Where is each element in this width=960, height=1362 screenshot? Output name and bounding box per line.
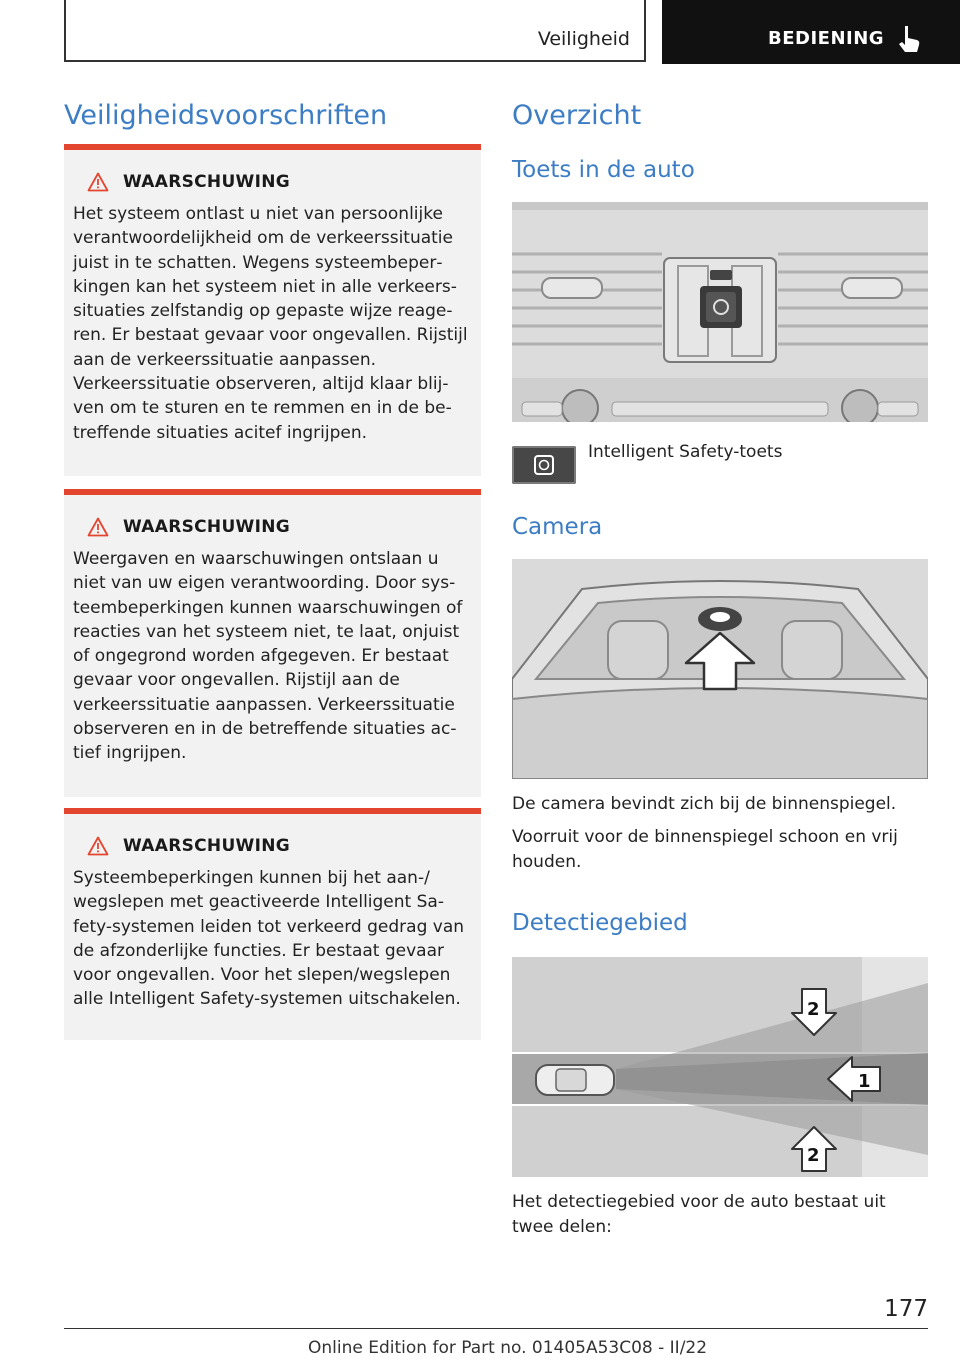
header-section-label: Veiligheid [537,28,630,50]
button-caption: Intelligent Safety-toets [588,442,783,462]
footer-divider [64,1328,928,1329]
detection-label-2-bottom: 2 [807,1145,820,1166]
dashboard-button-figure [512,202,928,422]
warning-box-1 [64,144,481,476]
warning-label: WAARSCHUWING [123,172,291,192]
camera-figure [512,559,928,779]
warning-box-2 [64,489,481,797]
intelligent-safety-button-icon [512,446,576,484]
hand-pointer-icon [896,24,922,54]
camera-heading: Camera [512,514,603,540]
warning-text: Weergaven en waarschuwingen ontslaan u niet van uw eigen verantwoording. Door systeembeperkingen kunnen waarschuwingen of reacties van het systeem niet, te laat, onjuist of ongegrond worden afgegeven. Er bestaat gevaar voor ongevallen. Rijstijl aan de verkeerssituatie aanpassen. Verkeerssituatie observeren en in de betreffende situaties actief ingrijpen. [73,549,463,764]
detection-area-heading: Detectiegebied [512,910,688,936]
safety-rules-heading: Veiligheidsvoorschriften [64,100,388,131]
warning-triangle-icon [87,836,109,856]
warning-box-3 [64,808,481,1040]
warning-label: WAARSCHUWING [123,517,291,537]
header-section-tab [64,0,646,62]
button-in-car-heading: Toets in de auto [512,157,695,183]
detection-label-2-top: 2 [807,999,820,1020]
detection-area-figure [512,957,928,1177]
header-chapter-label: BEDIENING [768,28,885,49]
warning-triangle-icon [87,172,109,192]
warning-text: Het systeem ontlast u niet van persoonlijke verantwoordelijkheid om de verkeerssituatie juist in te schatten. Wegens systeembeperkingen kan het systeem niet in alle verkeerssituaties zelfstandig op gepaste wijze reageren. Er bestaat gevaar voor ongevallen. Rijstijl aan de verkeerssituatie aanpassen. Verkeerssituatie observeren, altijd klaar blijven om te sturen en te remmen en in de betreffende situaties acitef ingrijpen. [73,204,468,443]
header-chapter-tab [662,0,960,64]
warning-text: Systeembeperkingen kunnen bij het aan-/ wegslepen met geactiveerde Intelligent Safety-systemen leiden tot verkeerd gedrag van de afzonderlijke functies. Er bestaat gevaar voor ongevallen. Voor het slepen/wegslepen alle Intelligent Safety-systemen uitschakelen. [73,868,465,1010]
warning-label: WAARSCHUWING [123,836,291,856]
detection-area-text: Het detectiegebied voor de auto bestaat uit twee delen: [512,1192,886,1237]
footer-edition: Online Edition for Part no. 01405A53C08 - II/22 [308,1338,708,1358]
warning-triangle-icon [87,517,109,537]
camera-location-text: De camera bevindt zich bij de binnenspiegel. [512,794,897,814]
detection-label-1: 1 [858,1071,871,1092]
page-number: 177 [884,1296,928,1322]
overview-heading: Overzicht [512,100,642,131]
camera-clean-text: Voorruit voor de binnenspiegel schoon en vrij houden. [512,827,898,872]
